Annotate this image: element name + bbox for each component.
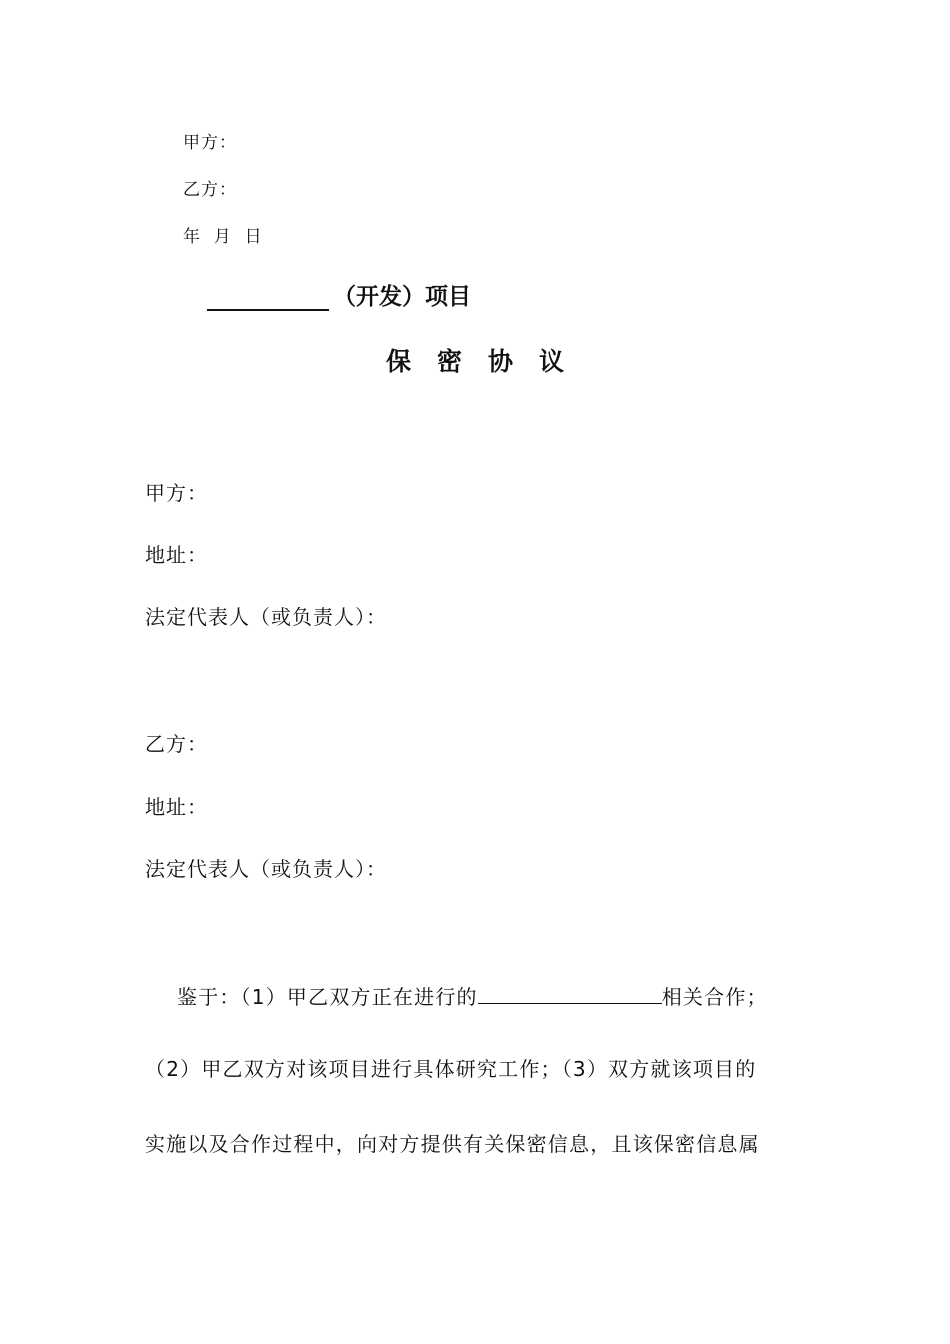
header-date: 年 月 日 bbox=[183, 227, 263, 247]
party-b-address: 地址： bbox=[145, 795, 208, 819]
party-a-legal-rep: 法定代表人（或负责人）： bbox=[145, 605, 387, 629]
party-b-legal-rep: 法定代表人（或负责人）： bbox=[145, 857, 387, 881]
preamble-line-1-before: 鉴于：（1）甲乙双方正在进行的 bbox=[177, 985, 478, 1009]
party-a-label: 甲方： bbox=[145, 481, 208, 505]
preamble-line-1-after: 相关合作； bbox=[661, 985, 768, 1009]
document-title: 保密协议 bbox=[385, 347, 590, 376]
project-name-blank bbox=[207, 283, 329, 311]
preamble-line-3: 实施以及合作过程中，向对方提供有关保密信息，且该保密信息属 bbox=[145, 1132, 760, 1156]
party-b-label: 乙方： bbox=[145, 732, 208, 756]
cooperation-blank bbox=[478, 983, 662, 1004]
project-title-suffix: （开发）项目 bbox=[333, 284, 471, 310]
project-title bbox=[207, 278, 471, 311]
party-a-address: 地址： bbox=[145, 543, 208, 567]
preamble-line-1 bbox=[177, 981, 768, 1010]
header-party-b: 乙方： bbox=[183, 180, 237, 200]
header-party-a: 甲方： bbox=[183, 133, 237, 153]
preamble-line-2: （2）甲乙双方对该项目进行具体研究工作；（3）双方就该项目的 bbox=[145, 1057, 757, 1081]
